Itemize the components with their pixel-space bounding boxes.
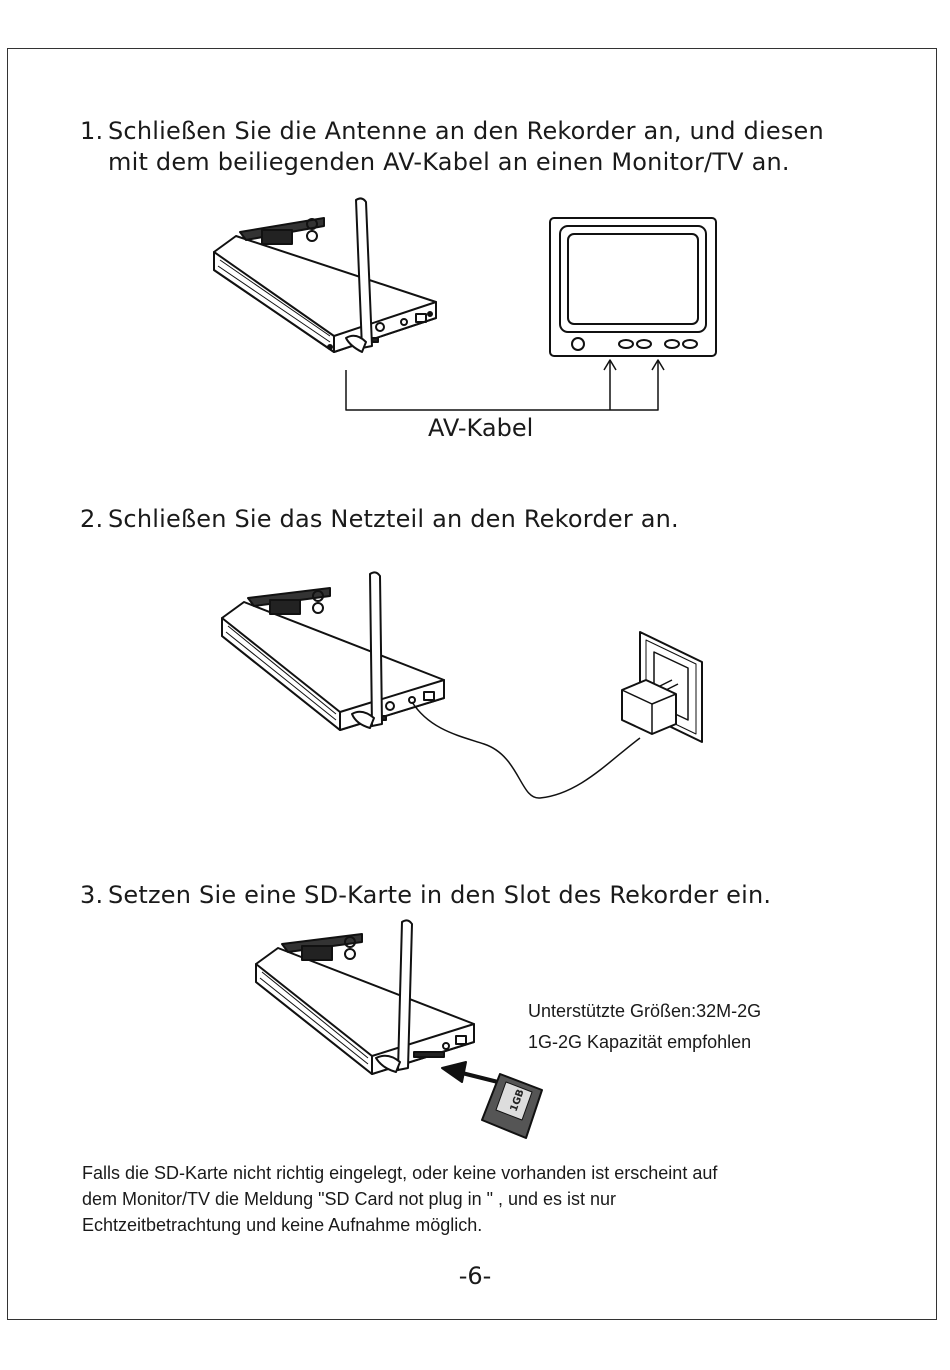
step-1-line-2: mit dem beiliegenden AV-Kabel an einen Monitor/TV an.: [108, 148, 790, 176]
av-cable-label: AV-Kabel: [428, 414, 534, 442]
step-3-line-1: Setzen Sie eine SD-Karte in den Slot des Rekorder ein.: [108, 881, 772, 909]
page-number: -6-: [458, 1262, 492, 1290]
supported-sizes-note: Unterstützte Größen:32M-2G: [528, 1001, 762, 1021]
step-1-number: 1.: [80, 117, 104, 145]
footnote-line-3: Echtzeitbetrachtung und keine Aufnahme möglich.: [82, 1215, 483, 1235]
footnote-line-1: Falls die SD-Karte nicht richtig eingelegt, oder keine vorhanden ist erscheint auf: [82, 1163, 718, 1183]
recommended-capacity-note: 1G-2G Kapazität empfohlen: [528, 1032, 752, 1052]
step-3-number: 3.: [80, 881, 104, 909]
sd-card-label: 1GB: [508, 1087, 527, 1114]
step-2-number: 2.: [80, 505, 104, 533]
footnote-paragraph: [82, 1160, 717, 1238]
recorder-device-icon-3: [256, 920, 474, 1074]
footnote-line-2: dem Monitor/TV die Meldung "SD Card not plug in " , und es ist nur: [82, 1189, 617, 1209]
insert-arrow-icon: [442, 1062, 498, 1082]
step-1-line-1: Schließen Sie die Antenne an den Rekorder an, und diesen: [108, 117, 824, 145]
step-2-line-1: Schließen Sie das Netzteil an den Rekorder an.: [108, 505, 679, 533]
